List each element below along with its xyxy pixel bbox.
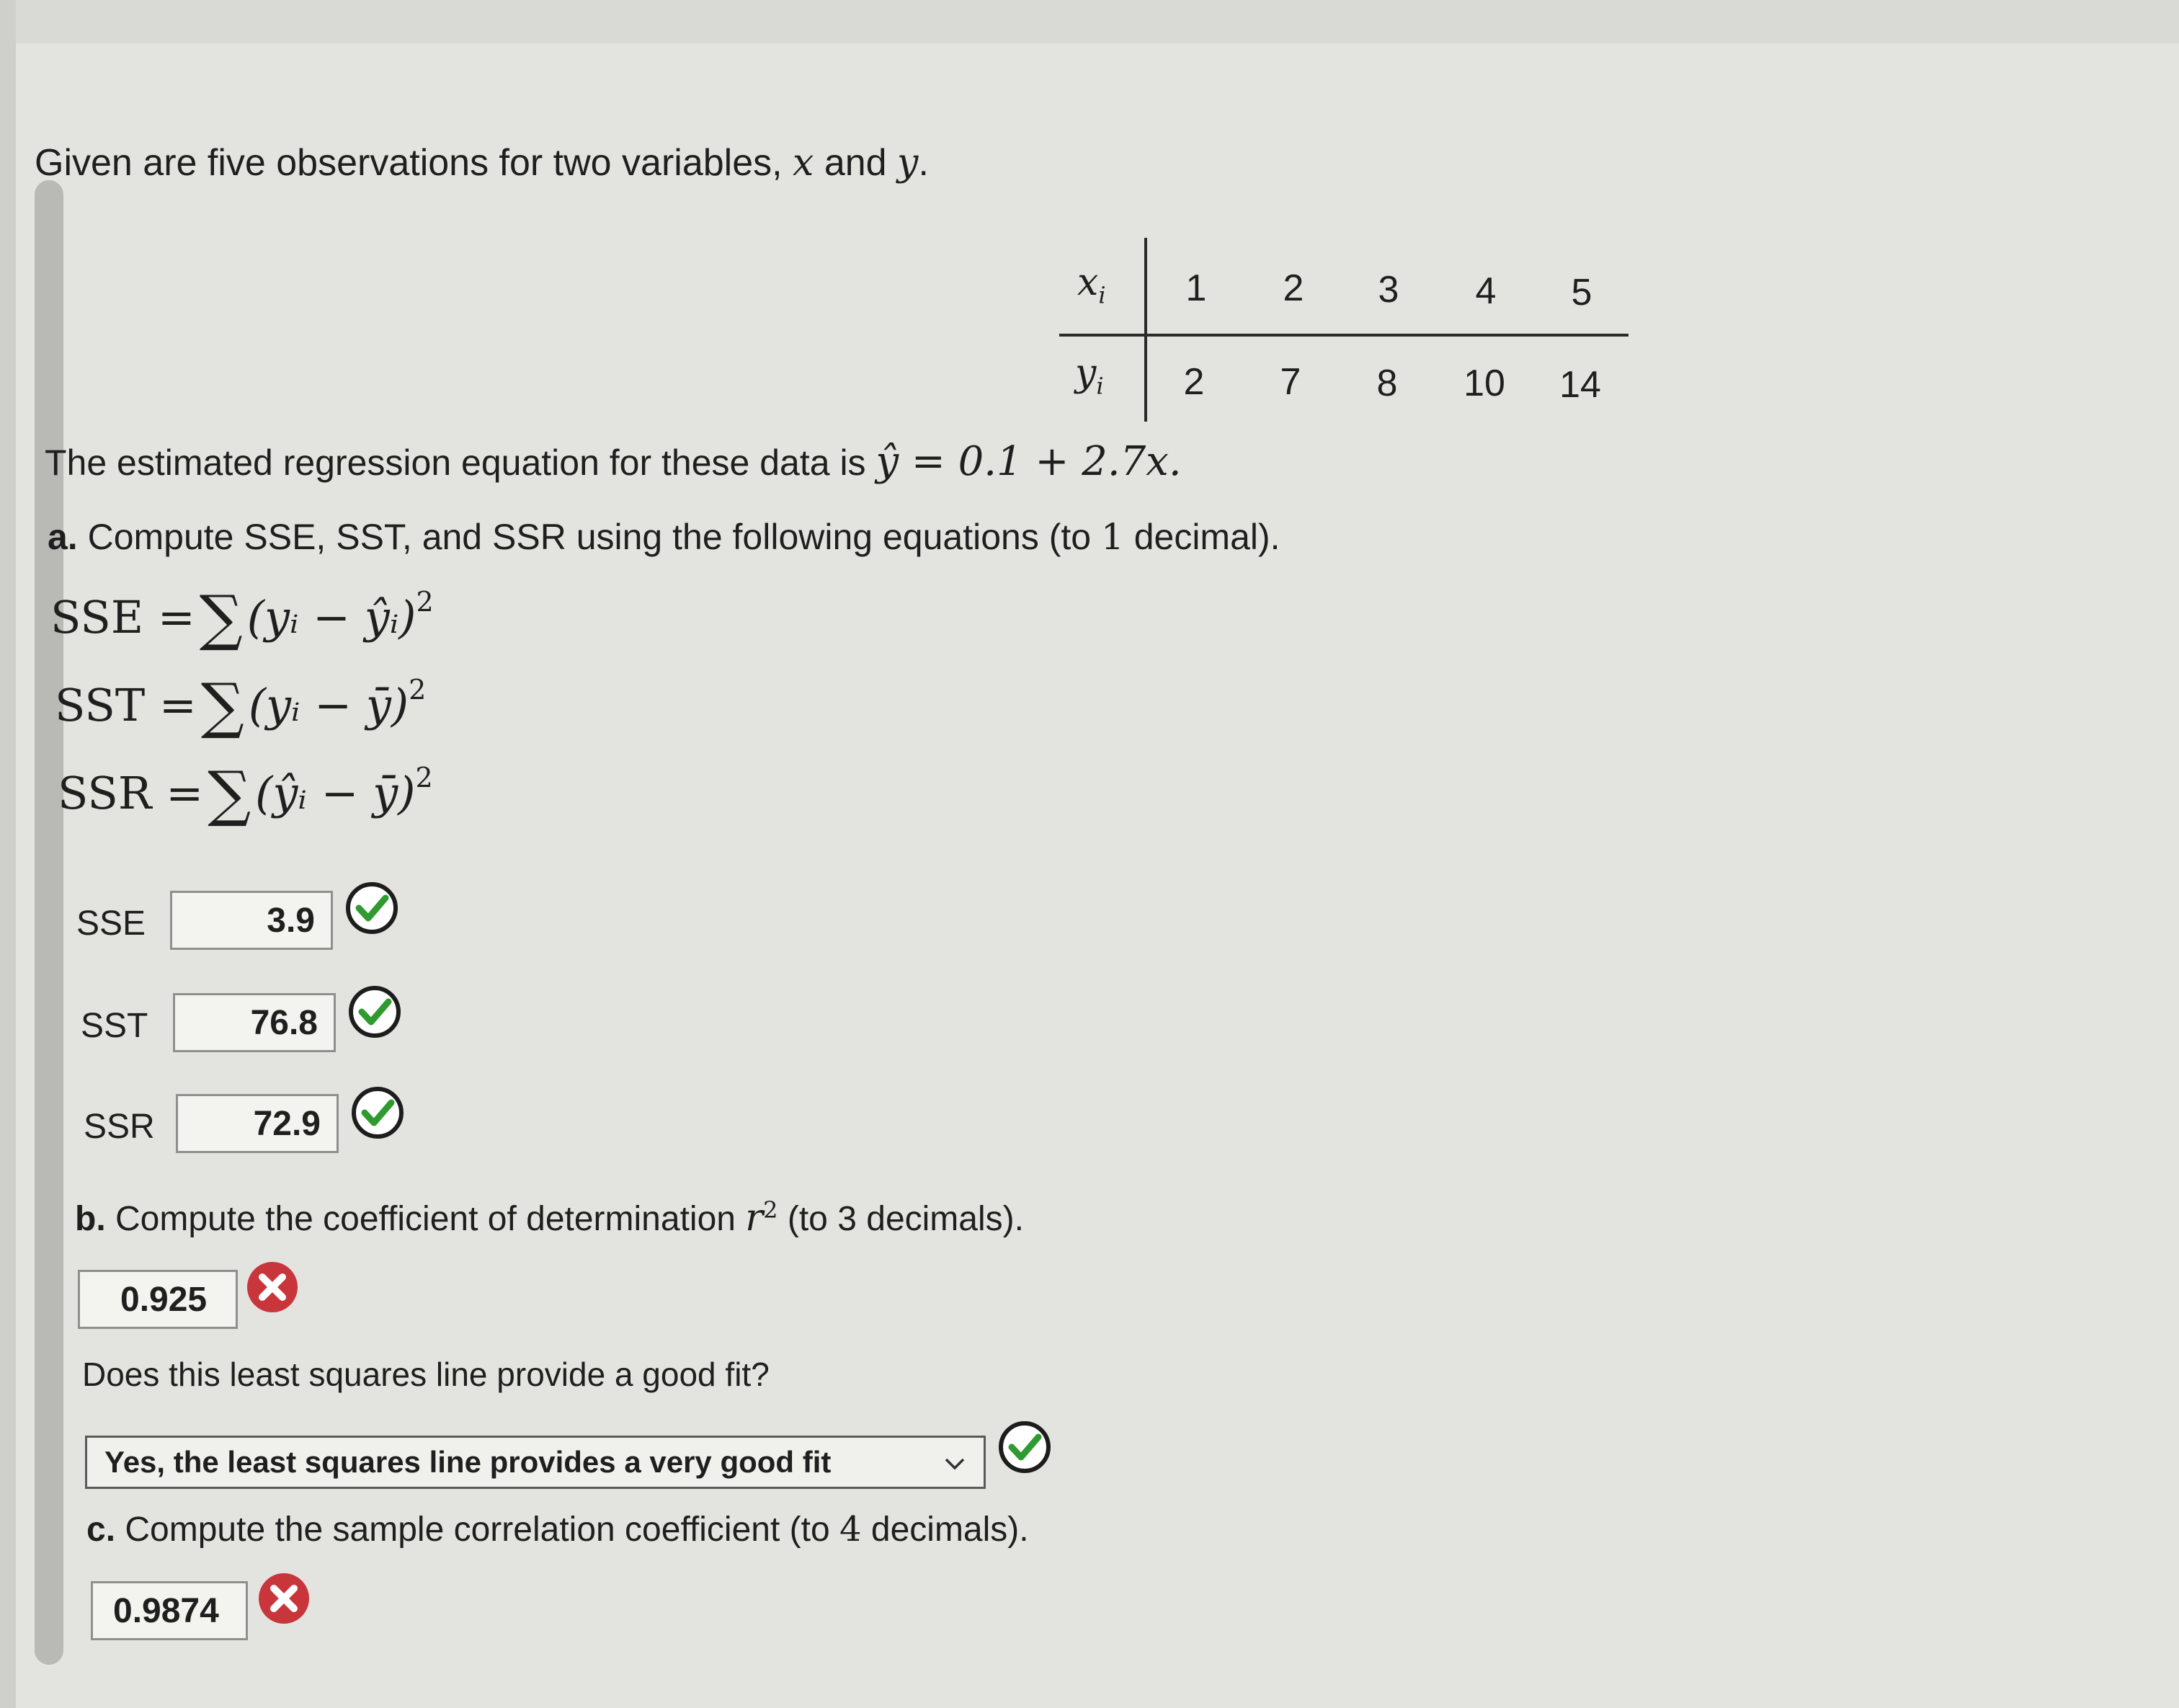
check-circle-icon — [350, 1085, 405, 1140]
table-cell-x: 1 — [1185, 267, 1207, 309]
part-b-text-end: (to 3 decimals). — [787, 1200, 1024, 1238]
chevron-down-icon — [942, 1451, 968, 1477]
table-cell-x: 4 — [1475, 270, 1497, 312]
table-cell-y: 8 — [1376, 362, 1398, 404]
y-label: y — [1075, 352, 1097, 395]
x-subscript: i — [1098, 281, 1106, 309]
table-x-header — [1077, 261, 1106, 308]
check-circle-icon — [344, 881, 399, 935]
and-word: and — [824, 142, 887, 184]
x-circle-icon — [245, 1260, 300, 1315]
part-a-text: Compute SSE, SST, and SSR using the following equations (to — [87, 517, 1092, 557]
sse-label: SSE — [76, 904, 146, 943]
check-circle-icon — [347, 984, 402, 1039]
table-horizontal-rule — [1059, 334, 1628, 337]
good-fit-question: Does this least squares line provide a good fit? — [82, 1356, 770, 1393]
table-y-header — [1075, 352, 1104, 399]
part-a-letter: a. — [48, 517, 78, 557]
check-circle-icon — [997, 1420, 1052, 1475]
var-y: y — [897, 141, 919, 184]
ssr-input[interactable]: 72.9 — [176, 1094, 339, 1153]
equation-prefix: The estimated regression equation for these data is — [45, 442, 866, 483]
var-x: x — [793, 141, 814, 184]
sst-lhs: SST = — [55, 679, 197, 731]
regression-equation: ŷ = 0.1 + 2.7x. — [875, 438, 1182, 485]
x-circle-icon — [257, 1571, 311, 1626]
table-cell-y: 14 — [1559, 364, 1601, 406]
part-c-text: Compute the sample correlation coefficient (to — [125, 1511, 830, 1549]
part-b-text: Compute the coefficient of determination — [115, 1200, 736, 1238]
table-cell-y: 7 — [1280, 361, 1301, 403]
part-b-letter: b. — [75, 1200, 106, 1238]
sse-formula — [50, 582, 434, 653]
left-scroll-rail[interactable] — [35, 180, 63, 1665]
ssr-exponent: 2 — [415, 762, 433, 793]
sst-label: SST — [81, 1007, 148, 1045]
ssr-formula — [58, 758, 433, 829]
ssr-label: SSR — [84, 1108, 155, 1146]
sse-body: (yᵢ − ŷᵢ) — [246, 591, 416, 644]
regression-equation-line — [45, 438, 1182, 485]
x-label: x — [1077, 261, 1099, 304]
sigma-icon: ∑ — [208, 758, 251, 829]
sst-input[interactable]: 76.8 — [173, 993, 336, 1052]
sst-exponent: 2 — [409, 674, 427, 706]
browser-frame-top — [0, 0, 2179, 43]
ssr-body: (ŷᵢ − ȳ) — [255, 767, 416, 819]
correlation-input[interactable]: 0.9874 — [91, 1581, 248, 1640]
sigma-icon: ∑ — [200, 670, 244, 741]
part-c-prompt — [86, 1509, 1029, 1549]
sigma-icon: ∑ — [199, 582, 243, 653]
r-exponent: 2 — [763, 1196, 778, 1224]
part-b-prompt — [75, 1196, 1024, 1240]
part-c-letter: c. — [86, 1511, 116, 1549]
browser-frame-left — [0, 0, 16, 1708]
good-fit-select[interactable] — [85, 1436, 986, 1489]
ssr-lhs: SSR = — [58, 767, 204, 819]
part-a-prompt — [48, 516, 1280, 558]
r-squared-input[interactable]: 0.925 — [78, 1270, 238, 1329]
table-cell-y: 2 — [1183, 361, 1205, 403]
intro-period: . — [918, 142, 929, 184]
sse-lhs: SSE = — [50, 591, 195, 644]
r-symbol: r — [745, 1196, 764, 1240]
part-a-decimals: 1 — [1100, 516, 1124, 558]
part-c-text-end: decimals). — [870, 1511, 1029, 1549]
intro-text — [35, 141, 929, 184]
good-fit-select-value: Yes, the least squares line provides a very good fit — [104, 1445, 832, 1479]
part-c-decimals: 4 — [839, 1509, 862, 1549]
table-cell-x: 5 — [1571, 272, 1592, 313]
sst-formula — [55, 670, 426, 741]
part-a-text-end: decimal). — [1133, 517, 1280, 557]
y-subscript: i — [1096, 372, 1104, 400]
table-cell-y: 10 — [1463, 362, 1505, 404]
sse-input[interactable]: 3.9 — [170, 891, 333, 950]
table-vertical-rule — [1144, 238, 1147, 422]
intro-sentence: Given are five observations for two variables, — [35, 142, 783, 184]
sse-exponent: 2 — [416, 586, 434, 618]
table-cell-x: 2 — [1283, 267, 1304, 309]
table-cell-x: 3 — [1378, 269, 1399, 311]
sst-body: (yᵢ − ȳ) — [248, 679, 409, 731]
